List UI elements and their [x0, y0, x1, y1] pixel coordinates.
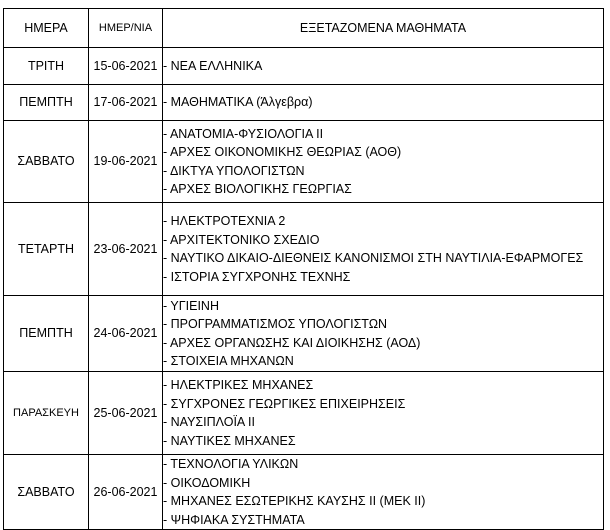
- subjects-cell: [163, 372, 604, 455]
- subject-item: - ΣΥΓΧΡΟΝΕΣ ΓΕΩΡΓΙΚΕΣ ΕΠΙΧΕΙΡΗΣΕΙΣ: [163, 396, 406, 411]
- table-row: [4, 48, 604, 85]
- date-cell: 24-06-2021: [89, 296, 163, 372]
- day-cell: ΤΡΙΤΗ: [4, 48, 89, 85]
- date-cell: 25-06-2021: [89, 372, 163, 455]
- subject-item: - ΜΑΘΗΜΑΤΙΚΑ (Άλγεβρα): [163, 95, 313, 110]
- day-cell: ΤΕΤΑΡΤΗ: [4, 203, 89, 296]
- date-cell: 26-06-2021: [89, 455, 163, 530]
- subject-item: - ΑΡΧΕΣ ΟΙΚΟΝΟΜΙΚΗΣ ΘΕΩΡΙΑΣ (ΑΟΘ): [163, 145, 402, 159]
- day-cell: ΠΕΜΠΤΗ: [4, 296, 89, 372]
- subject-item: - ΠΡΟΓΡΑΜΜΑΤΙΣΜΟΣ ΥΠΟΛΟΓΙΣΤΩΝ: [163, 317, 388, 331]
- subject-item: - ΑΡΧΕΣ ΒΙΟΛΟΓΙΚΗΣ ΓΕΩΡΓΙΑΣ: [163, 182, 352, 196]
- subjects-cell: [163, 203, 604, 296]
- subject-item: - ΨΗΦΙΑΚΑ ΣΥΣΤΗΜΑΤΑ: [163, 512, 305, 527]
- subject-item: - ΔΙΚΤΥΑ ΥΠΟΛΟΓΙΣΤΩΝ: [163, 163, 305, 178]
- date-cell: 23-06-2021: [89, 203, 163, 296]
- subject-item: - ΑΝΑΤΟΜΙΑ-ΦΥΣΙΟΛΟΓΙΑ ΙΙ: [163, 126, 324, 141]
- header-date: ΗΜΕΡ/ΝΙΑ: [89, 9, 163, 48]
- subjects-cell: [163, 455, 604, 530]
- day-cell: ΠΕΜΠΤΗ: [4, 85, 89, 121]
- subject-item: - ΗΛΕΚΤΡΟΤΕΧΝΙΑ 2: [163, 214, 286, 228]
- schedule-body: [4, 48, 604, 530]
- date-cell: 19-06-2021: [89, 121, 163, 203]
- subject-item: - ΤΕΧΝΟΛΟΓΙΑ ΥΛΙΚΩΝ: [163, 457, 299, 471]
- subject-item: - ΙΣΤΟΡΙΑ ΣΥΓΧΡΟΝΗΣ ΤΕΧΝΗΣ: [163, 269, 351, 284]
- table-row: [4, 85, 604, 121]
- header-row: [4, 9, 604, 48]
- subjects-cell: [163, 121, 604, 203]
- subject-item: - ΜΗΧΑΝΕΣ ΕΣΩΤΕΡΙΚΗΣ ΚΑΥΣΗΣ ΙΙ (ΜΕΚ ΙΙ): [163, 494, 426, 508]
- subject-item: - ΝΑΥΤΙΚΕΣ ΜΗΧΑΝΕΣ: [163, 433, 296, 448]
- subject-item: - ΥΓΙΕΙΝΗ: [163, 298, 219, 313]
- table-row: [4, 121, 604, 203]
- table-row: [4, 203, 604, 296]
- exam-schedule-table: [3, 8, 604, 530]
- table-row: [4, 296, 604, 372]
- day-cell: ΠΑΡΑΣΚΕΥΗ: [4, 372, 89, 455]
- subjects-cell: [163, 296, 604, 372]
- subject-item: - ΑΡΧΙΤΕΚΤΟΝΙΚΟ ΣΧΕΔΙΟ: [163, 232, 320, 247]
- subject-item: - ΝΕΑ ΕΛΛΗΝΙΚΑ: [163, 58, 263, 73]
- subject-item: - ΝΑΥΤΙΚΟ ΔΙΚΑΙΟ-ΔΙΕΘΝΕΙΣ ΚΑΝΟΝΙΣΜΟΙ ΣΤΗ ΝΑΥΤΙΛΙΑ-ΕΦΑΡΜΟΓΕΣ: [163, 251, 584, 265]
- day-cell: ΣΑΒΒΑΤΟ: [4, 455, 89, 530]
- subjects-cell: [163, 85, 604, 121]
- header-day: ΗΜΕΡΑ: [4, 9, 89, 48]
- subjects-cell: [163, 48, 604, 85]
- subject-item: - ΑΡΧΕΣ ΟΡΓΑΝΩΣΗΣ ΚΑΙ ΔΙΟΙΚΗΣΗΣ (ΑΟΔ): [163, 335, 421, 350]
- table-row: [4, 455, 604, 530]
- subject-item: - ΗΛΕΚΤΡΙΚΕΣ ΜΗΧΑΝΕΣ: [163, 378, 314, 392]
- subject-item: - ΝΑΥΣΙΠΛΟΪΑ ΙΙ: [163, 415, 255, 429]
- date-cell: 15-06-2021: [89, 48, 163, 85]
- date-cell: 17-06-2021: [89, 85, 163, 121]
- table-row: [4, 372, 604, 455]
- header-subjects: ΕΞΕΤΑΖΟΜΕΝΑ ΜΑΘΗΜΑΤΑ: [163, 9, 604, 48]
- subject-item: - ΟΙΚΟΔΟΜΙΚΗ: [163, 475, 251, 490]
- day-cell: ΣΑΒΒΑΤΟ: [4, 121, 89, 203]
- subject-item: - ΣΤΟΙΧΕΙΑ ΜΗΧΑΝΩΝ: [163, 354, 294, 368]
